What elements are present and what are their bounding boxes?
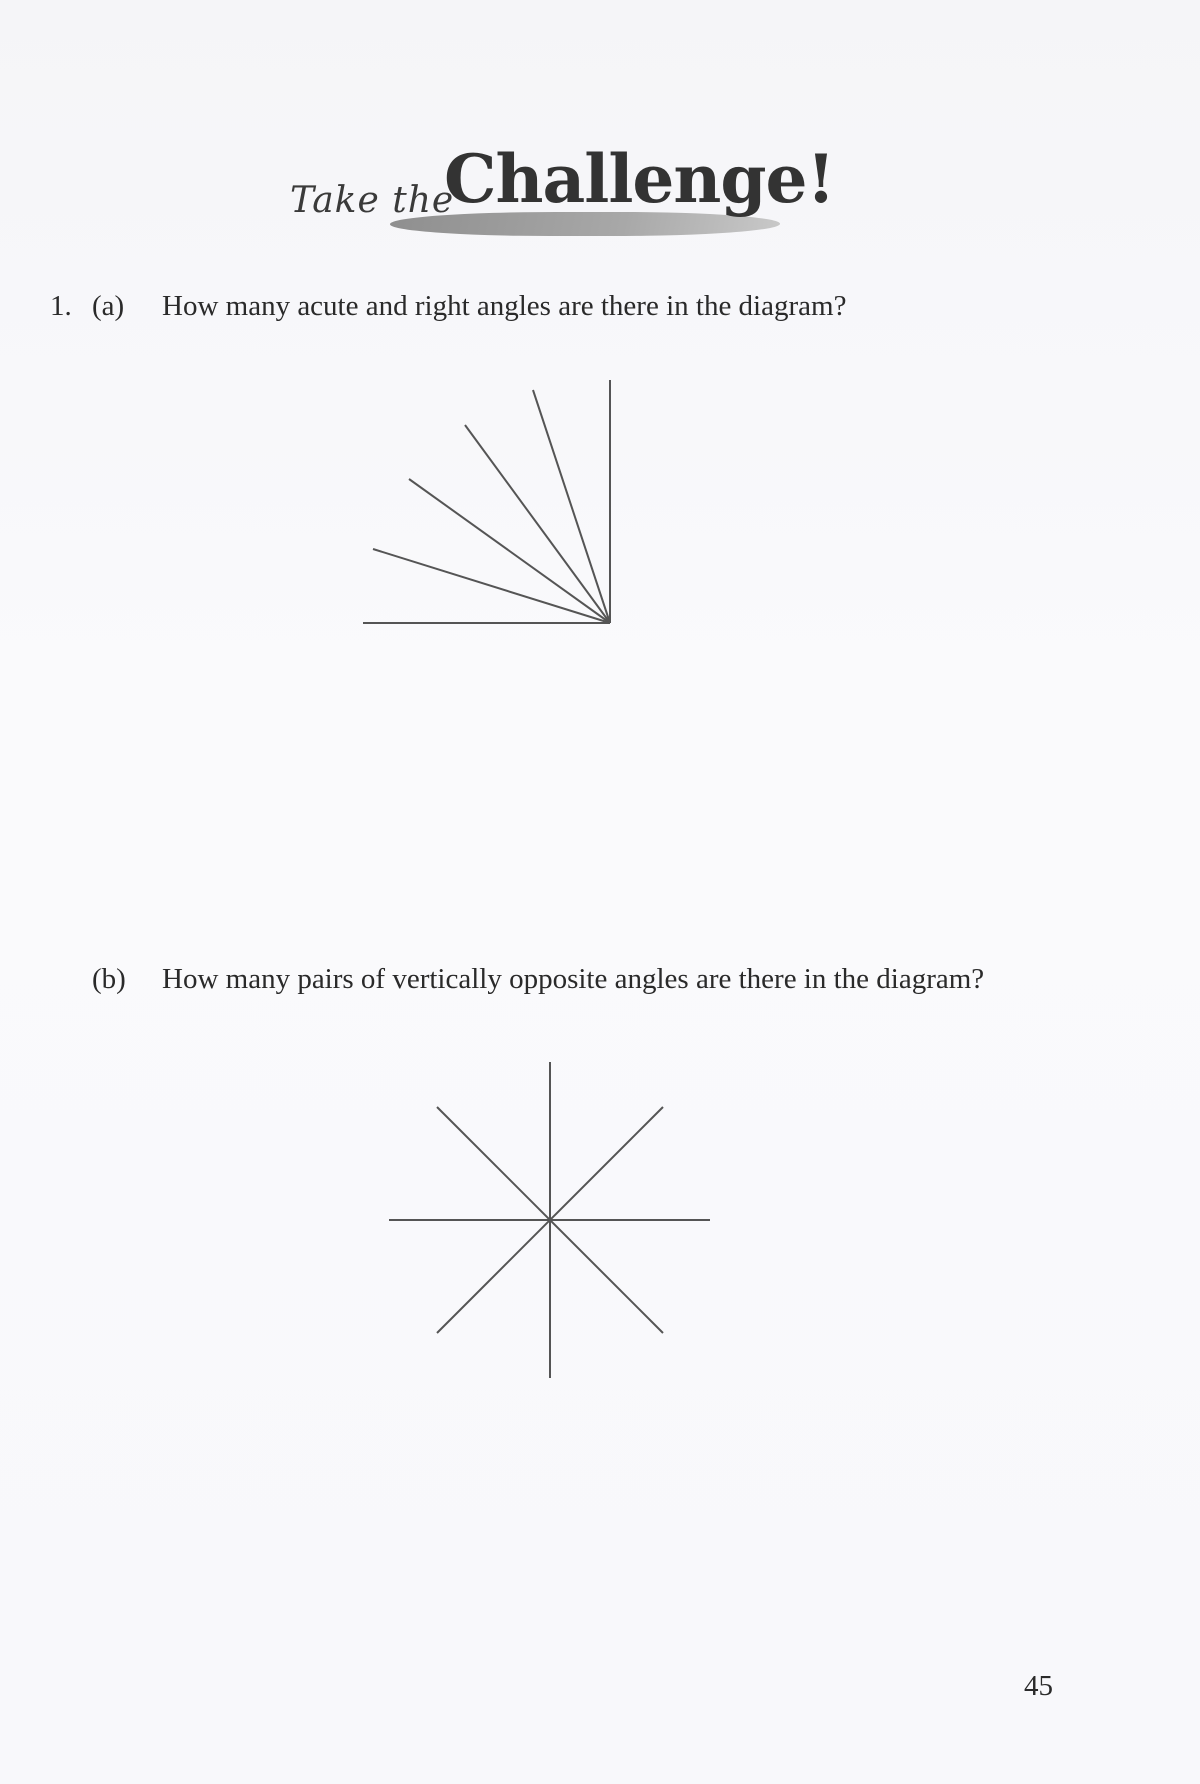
ray-2 — [409, 479, 610, 623]
part-b-text: How many pairs of vertically opposite angles are there in the diagram? — [162, 963, 985, 995]
ray-1 — [373, 549, 610, 623]
banner-take-the-text: Take the — [290, 180, 455, 221]
part-b-label: (b) — [92, 963, 126, 995]
intersecting-lines-diagram — [380, 1050, 720, 1390]
part-a-text: How many acute and right angles are there in the diagram? — [162, 290, 847, 322]
take-the-challenge-banner — [286, 140, 835, 250]
fan-of-rays-diagram — [350, 370, 620, 630]
page-number: 45 — [1024, 1670, 1053, 1702]
question-number: 1. — [50, 290, 72, 322]
ray-3 — [465, 425, 610, 623]
part-a-label: (a) — [92, 290, 125, 322]
banner-challenge-text: Challenge! — [444, 140, 835, 218]
ray-4 — [533, 390, 610, 623]
